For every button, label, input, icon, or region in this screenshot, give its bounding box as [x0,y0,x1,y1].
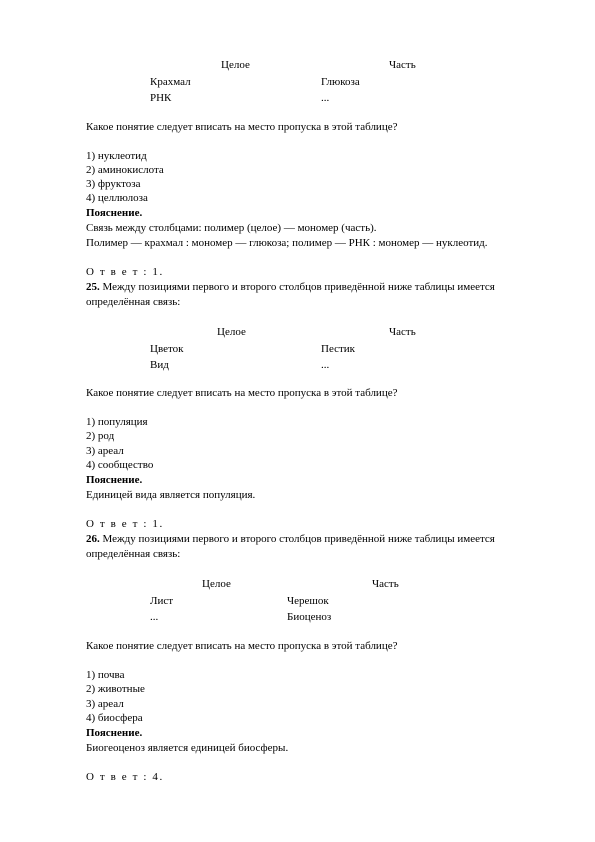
answer-option: 3) ареал [86,698,124,710]
table-header-part: Часть [372,578,399,590]
answer-option: 4) сообщество [86,459,154,471]
explanation-label: Пояснение. [86,207,143,219]
answer-option: 1) нуклеотид [86,150,147,162]
table-cell-whole: ... [150,611,159,623]
table-header-whole: Целое [221,59,250,71]
table-cell-part: Черешок [287,595,329,607]
table-header-part: Часть [389,59,416,71]
answer-line: О т в е т : 4. [86,771,164,783]
table-header-whole: Целое [202,578,231,590]
explanation-label: Пояснение. [86,474,143,486]
table-cell-whole: Вид [150,359,169,371]
explanation-text: Биогеоценоз является единицей биосферы. [86,742,289,754]
question-intro [86,281,495,294]
table-cell-whole: Лист [150,595,174,607]
question-intro-text: определённая связь: [86,548,181,560]
answer-option: 3) фруктоза [86,178,141,190]
table-cell-part: Биоценоз [287,611,332,623]
question-intro-text: Между позициями первого и второго столбцов приведённой ниже таблицы имеется [99,533,495,545]
question-intro-text: определённая связь: [86,296,181,308]
answer-option: 3) ареал [86,445,124,457]
answer-option: 2) род [86,430,115,442]
answer-option: 1) почва [86,669,125,681]
answer-line: О т в е т : 1. [86,266,164,278]
answer-line: О т в е т : 1. [86,518,164,530]
explanation-text: Связь между столбцами: полимер (целое) — мономер (часть). [86,222,377,234]
explanation-text: Единицей вида является популяция. [86,489,256,501]
question-number: 25. [86,281,100,293]
answer-option: 1) популяция [86,416,148,428]
answer-option: 2) аминокислота [86,164,164,176]
table-cell-whole: Цветок [150,343,184,355]
question-intro [86,533,495,546]
table-cell-part: Глюкоза [321,76,360,88]
answer-option: 2) животные [86,683,145,695]
table-cell-part: Пестик [321,343,356,355]
table-header-whole: Целое [217,326,246,338]
table-cell-part: ... [321,92,330,104]
question-text: Какое понятие следует вписать на место пропуска в этой таблице? [86,640,398,652]
table-cell-whole: РНК [150,92,172,104]
table-cell-part: ... [321,359,330,371]
question-intro-text: Между позициями первого и второго столбцов приведённой ниже таблицы имеется [99,281,495,293]
table-cell-whole: Крахмал [150,76,191,88]
answer-option: 4) биосфера [86,712,143,724]
question-number: 26. [86,533,100,545]
table-header-part: Часть [389,326,416,338]
explanation-text: Полимер — крахмал : мономер — глюкоза; полимер — РНК : мономер — нуклеотид. [86,237,488,249]
question-text: Какое понятие следует вписать на место пропуска в этой таблице? [86,387,398,399]
explanation-label: Пояснение. [86,727,143,739]
question-text: Какое понятие следует вписать на место пропуска в этой таблице? [86,121,398,133]
answer-option: 4) целлюлоза [86,192,148,204]
